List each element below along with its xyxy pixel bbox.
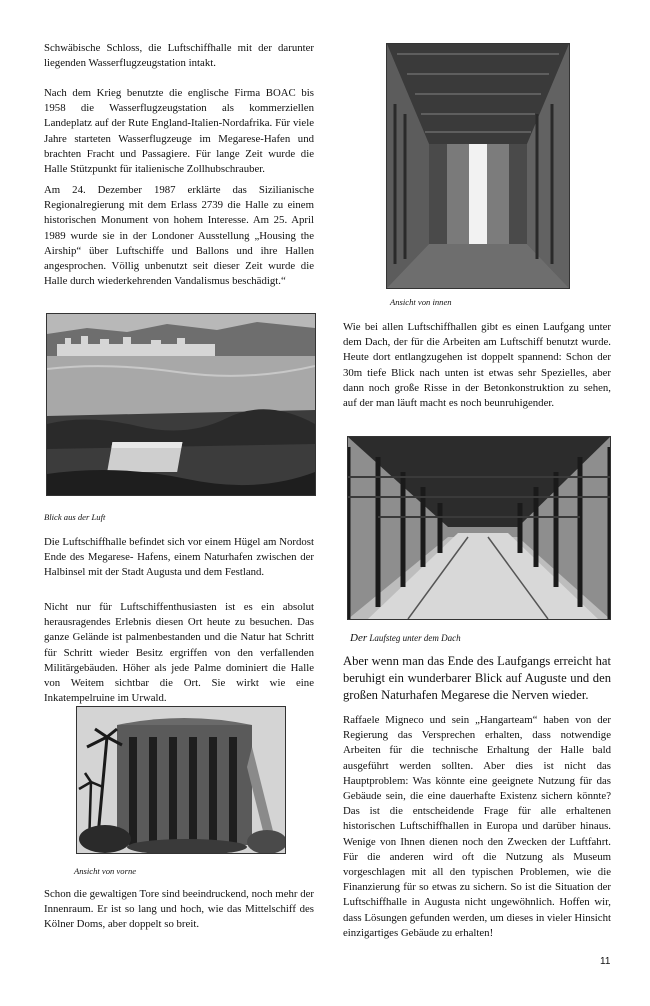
left-paragraph-6: Schon die gewaltigen Tore sind beeindruckend, noch mehr der Innenraum. Er ist so lang und hoch, wie das Mittelschiff des Kölner Doms, aber doppelt so breit.: [44, 888, 314, 931]
right-paragraph-1: Wie bei allen Luftschiffhallen gibt es einen Laufgang unter dem Dach, der für die Arbeiten am Luftschiff benutzt wurde. Heute dort entlangzugehen ist doppelt spannend: Schon der 30m tiefe Blick nach unten ist etwas sehr Spezielles, aber dann noch große Risse in der Betonkonstruktion zu sehen, auf der man läuft macht es noch beunruhigender.: [343, 321, 611, 410]
right-paragraph-3: Raffaele Migneco und sein „Hangarteam“ haben von der Regierung das Versprechen erhalten, dass notwendige Arbeiten für die technische Erhaltung der Halle bald ausgeführt werden sollten. Aber dies ist nicht das Hauptproblem: Was könnte eine geeignete Nutzung für das Gebäude sein, die eine dauerhafte Existenz sichern könnte? Das ist die entscheidende Frage für alle erhaltenen historischen Luftschiffhallen in Europa und darüber hinaus. Wenige von Ihnen dienen noch den Zwecken der Luftfahrt. Für die anderen wird oft die Nutzung als Museum vorgeschlagen mit all den typischen Problemen, wie die Finanzierung für so etwas zu sichern. So ist die Situation der Luftschiffhalle in Augusta nicht ungewöhnlich. Hoffen wir, dass Lösungen gefunden werden, um dieses in vieler Hinsicht einzigartiges Gebäude zu erhalten!: [343, 714, 611, 939]
caption-front-view: Ansicht von vorne: [74, 866, 137, 876]
caption-interior-view: Ansicht von innen: [390, 297, 452, 307]
left-paragraph-4: Die Luftschiffhalle befindet sich vor einem Hügel am Nordost Ende des Megarese- Hafens, einem Naturhafen zwischen der Halbinsel mit der Stadt Augusta und dem Festland.: [44, 536, 314, 579]
walkway-photo: [347, 436, 611, 620]
front-view-photo: [76, 706, 286, 854]
page-number: 11: [600, 956, 611, 967]
caption-walkway-first-word: Der: [350, 632, 368, 644]
caption-walkway-rest: Laufsteg unter dem Dach: [369, 633, 461, 643]
left-paragraph-5: Nicht nur für Luftschiffenthusiasten ist es ein absolut herausragendes Erlebnis diesen Ort heute zu besuchen. Das ganze Gelände ist palmenbestanden und die Natur hat Schritt für Schritt wieder Besitz ergriffen von den verfallenden Militärgebäuden. Höher als jede Palme dominiert die Halle von Weitem sichtbar die Ort. Sie wirkt wie eine Inkatempelruine im Urwald.: [44, 601, 314, 705]
left-paragraph-2: Nach dem Krieg benutzte die englische Firma BOAC bis 1958 die Wasserflugzeugstation als kommerziellen Landeplatz auf der Rute England-Italien-Nordafrika. Für viele Jahre starteten Wasserflugzeuge im Megarese-Hafen und brachten Fracht und Passagiere. Für lange Zeit wurde die Halle Stützpunkt für italienische Zollhubschrauber.: [44, 87, 314, 176]
left-paragraph-3: Am 24. Dezember 1987 erklärte das Sizilianische Regionalregierung mit dem Erlass 2739 die Halle zu einem historischen Monument von hohem Interesse. Am 25. April 1989 wurde sie in der Londoner Ausstellung „Housing the Airship“ über Luftschiffe und Ballons und ihre Hallen angesprochen. Völlig unbenutzt seit dieser Zeit wurde die Halle durch wiederkehrenden Vandalismus beschädigt.“: [44, 184, 314, 288]
caption-walkway: [350, 632, 461, 644]
interior-view-photo: [386, 43, 570, 289]
left-paragraph-1: Schwäbische Schloss, die Luftschiffhalle mit der darunter liegenden Wasserflugzeugstation intakt.: [44, 42, 314, 70]
right-paragraph-2: Aber wenn man das Ende des Laufgangs erreicht hat beruhigt ein wunderbarer Blick auf Auguste und den großen Naturhafen Megarese die Nerven wieder.: [343, 654, 611, 702]
aerial-view-photo: [46, 313, 316, 496]
caption-aerial-view: Blick aus der Luft: [44, 512, 106, 522]
